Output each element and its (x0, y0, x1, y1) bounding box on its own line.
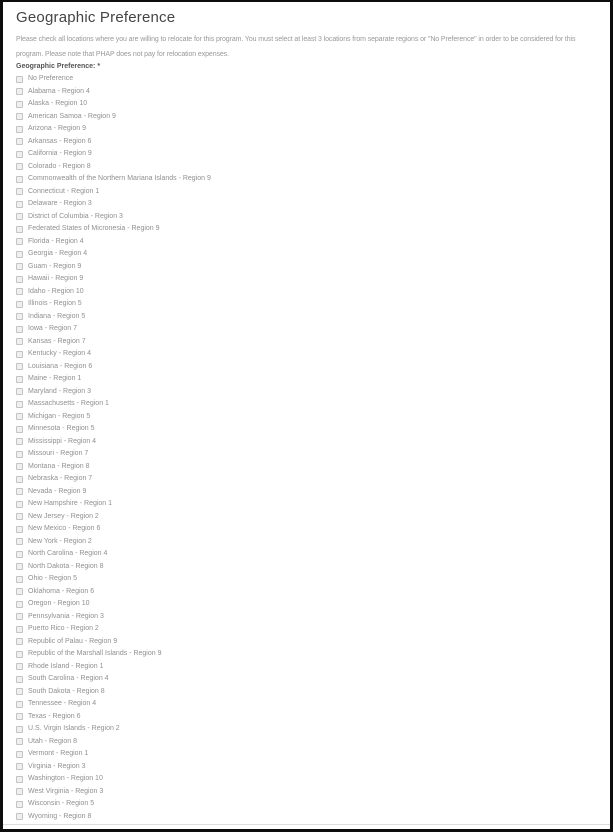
checkbox[interactable] (16, 513, 23, 520)
checkbox-option-row[interactable] (14, 811, 598, 824)
checkbox[interactable] (16, 113, 23, 120)
checkbox-label: Minnesota - Region 5 (28, 425, 95, 433)
checkbox[interactable] (16, 288, 23, 295)
checkbox-label: Vermont - Region 1 (28, 750, 89, 758)
checkbox-label: Nevada - Region 9 (28, 487, 87, 495)
checkbox[interactable] (16, 601, 23, 608)
checkbox[interactable] (16, 751, 23, 758)
checkbox[interactable] (16, 676, 23, 683)
checkbox[interactable] (16, 276, 23, 283)
checkbox-option-row[interactable] (14, 761, 598, 774)
checkbox-label: Missouri - Region 7 (28, 450, 89, 458)
checkbox-label: Alaska - Region 10 (28, 100, 88, 108)
checkbox-option-row[interactable] (14, 448, 598, 461)
checkbox-label: New Jersey - Region 2 (28, 512, 99, 520)
checkbox[interactable] (16, 376, 23, 383)
checkbox-label: District of Columbia - Region 3 (28, 212, 123, 220)
instructions-text: Please check all locations where you are willing to relocate for this program. You must select at least 3 locations from separate regions or "No Preference" in order to be considered for this program. Please note that PHAP does not pay for relocation expenses. (16, 36, 576, 58)
checkbox-option-row[interactable] (14, 248, 598, 261)
checkbox-label: Republic of the Marshall Islands - Region 9 (28, 650, 162, 658)
checkbox[interactable] (16, 213, 23, 220)
checkbox-option-row[interactable] (14, 548, 598, 561)
checkbox[interactable] (16, 413, 23, 420)
checkbox-label: Rhode Island - Region 1 (28, 662, 104, 670)
page-title: Geographic Preference (16, 9, 176, 26)
checkbox-label: New Mexico - Region 6 (28, 525, 101, 533)
checkbox-option-row[interactable] (14, 536, 598, 549)
checkbox-option-row[interactable] (14, 311, 598, 324)
checkbox-label: Indiana - Region 5 (28, 312, 86, 320)
checkbox-option-row[interactable] (14, 236, 598, 249)
checkbox-option-row[interactable] (14, 373, 598, 386)
checkbox-option-row[interactable] (14, 673, 598, 686)
checkbox-label: Idaho - Region 10 (28, 287, 84, 295)
checkbox-option-row[interactable] (14, 498, 598, 511)
checkbox-option-row[interactable] (14, 348, 598, 361)
checkbox-option-row[interactable] (14, 461, 598, 474)
checkbox-label: U.S. Virgin Islands - Region 2 (28, 725, 120, 733)
checkbox-option-row[interactable] (14, 686, 598, 699)
field-label (16, 62, 598, 71)
checkbox-label: Pennsylvania - Region 3 (28, 612, 104, 620)
checkbox-option-row[interactable] (14, 423, 598, 436)
checkbox-label: Colorado - Region 8 (28, 162, 91, 170)
checkbox-label: Maine - Region 1 (28, 375, 82, 383)
checkbox[interactable] (16, 576, 23, 583)
checkbox-option-row[interactable] (14, 173, 598, 186)
checkbox[interactable] (16, 801, 23, 808)
checkbox[interactable] (16, 501, 23, 508)
checkbox-label: South Carolina - Region 4 (28, 675, 109, 683)
checkbox[interactable] (16, 538, 23, 545)
checkbox-label: Oklahoma - Region 6 (28, 587, 95, 595)
checkbox-label: North Dakota - Region 8 (28, 562, 104, 570)
checkbox-label: Guam - Region 9 (28, 262, 82, 270)
checkbox-option-row[interactable] (14, 523, 598, 536)
field-label-text: Geographic Preference: (16, 63, 96, 70)
checkbox[interactable] (16, 813, 23, 820)
required-asterisk: * (97, 63, 101, 70)
checkbox-option-row[interactable] (14, 511, 598, 524)
checkbox[interactable] (16, 226, 23, 233)
checkbox-label: Wyoming - Region 8 (28, 812, 92, 820)
checkbox-option-row[interactable] (14, 598, 598, 611)
checkbox[interactable] (16, 326, 23, 333)
checkbox[interactable] (16, 351, 23, 358)
checkbox-option-row[interactable] (14, 148, 598, 161)
checkbox[interactable] (16, 663, 23, 670)
checkbox-label: Arkansas - Region 6 (28, 137, 92, 145)
checkbox[interactable] (16, 688, 23, 695)
checkbox-label: California - Region 9 (28, 150, 92, 158)
checkbox-label: Virginia - Region 3 (28, 762, 86, 770)
checkbox-label: Montana - Region 8 (28, 462, 90, 470)
checkbox[interactable] (16, 451, 23, 458)
checkbox-option-row[interactable] (14, 223, 598, 236)
checkbox-label: Nebraska - Region 7 (28, 475, 93, 483)
checkbox-label: Louisiana - Region 6 (28, 362, 93, 370)
checkbox-option-row[interactable] (14, 211, 598, 224)
checkbox[interactable] (16, 726, 23, 733)
checkbox-option-row[interactable] (14, 273, 598, 286)
checkbox-option-row[interactable] (14, 136, 598, 149)
checkbox-label: Oregon - Region 10 (28, 600, 90, 608)
checkbox-label: Utah - Region 8 (28, 737, 78, 745)
checkbox[interactable] (16, 763, 23, 770)
checkbox[interactable] (16, 301, 23, 308)
checkbox-label: Massachusetts - Region 1 (28, 400, 109, 408)
checkbox-label: Michigan - Region 5 (28, 412, 91, 420)
checkbox-option-row[interactable] (14, 386, 598, 399)
checkbox-option-row[interactable] (14, 736, 598, 749)
checkbox-option-row[interactable] (14, 586, 598, 599)
checkbox-label: Mississippi - Region 4 (28, 437, 97, 445)
checkbox-label: Maryland - Region 3 (28, 387, 92, 395)
checkbox[interactable] (16, 588, 23, 595)
geographic-preference-options-list (14, 73, 598, 823)
checkbox-label: New Hampshire - Region 1 (28, 500, 113, 508)
checkbox-label: Kansas - Region 7 (28, 337, 86, 345)
checkbox[interactable] (16, 476, 23, 483)
checkbox[interactable] (16, 438, 23, 445)
checkbox-option-row[interactable] (14, 323, 598, 336)
checkbox[interactable] (16, 626, 23, 633)
checkbox-option-row[interactable] (14, 98, 598, 111)
checkbox-option-row[interactable] (14, 748, 598, 761)
checkbox-option-row[interactable] (14, 698, 598, 711)
checkbox[interactable] (16, 613, 23, 620)
checkbox-option-row[interactable] (14, 623, 598, 636)
checkbox-label: New York - Region 2 (28, 537, 92, 545)
checkbox-option-row[interactable] (14, 123, 598, 136)
checkbox-option-row[interactable] (14, 436, 598, 449)
checkbox-label: American Samoa - Region 9 (28, 112, 116, 120)
checkbox[interactable] (16, 488, 23, 495)
checkbox[interactable] (16, 126, 23, 133)
bottom-divider (3, 824, 610, 825)
checkbox-label: Puerto Rico - Region 2 (28, 625, 99, 633)
checkbox[interactable] (16, 788, 23, 795)
checkbox[interactable] (16, 426, 23, 433)
checkbox[interactable] (16, 363, 23, 370)
checkbox-option-row[interactable] (14, 786, 598, 799)
checkbox-label: Tennessee - Region 4 (28, 700, 97, 708)
checkbox-label: Washington - Region 10 (28, 775, 103, 783)
checkbox[interactable] (16, 101, 23, 108)
checkbox-label: Connecticut - Region 1 (28, 187, 100, 195)
checkbox-label: Florida - Region 4 (28, 237, 84, 245)
checkbox-label: Federated States of Micronesia - Region 9 (28, 225, 160, 233)
checkbox-label: No Preference (28, 75, 74, 83)
checkbox-option-row[interactable] (14, 398, 598, 411)
checkbox[interactable] (16, 651, 23, 658)
checkbox-option-row[interactable] (14, 798, 598, 811)
checkbox-option-row[interactable] (14, 661, 598, 674)
checkbox-option-row[interactable] (14, 261, 598, 274)
checkbox[interactable] (16, 338, 23, 345)
checkbox-label: Delaware - Region 3 (28, 200, 92, 208)
checkbox[interactable] (16, 138, 23, 145)
checkbox[interactable] (16, 263, 23, 270)
checkbox-option-row[interactable] (14, 86, 598, 99)
checkbox-label: Arizona - Region 9 (28, 125, 86, 133)
checkbox[interactable] (16, 238, 23, 245)
checkbox[interactable] (16, 713, 23, 720)
checkbox-label: Commonwealth of the Northern Mariana Islands - Region 9 (28, 175, 211, 183)
checkbox[interactable] (16, 551, 23, 558)
checkbox-option-row[interactable] (14, 186, 598, 199)
checkbox-label: Republic of Palau - Region 9 (28, 637, 118, 645)
checkbox[interactable] (16, 176, 23, 183)
checkbox-option-row[interactable] (14, 773, 598, 786)
checkbox-label: West Virginia - Region 3 (28, 787, 104, 795)
checkbox-label: Alabama - Region 4 (28, 87, 90, 95)
checkbox[interactable] (16, 526, 23, 533)
checkbox-option-row[interactable] (14, 648, 598, 661)
checkbox[interactable] (16, 638, 23, 645)
checkbox[interactable] (16, 163, 23, 170)
checkbox-label: Illinois - Region 5 (28, 300, 82, 308)
checkbox-option-row[interactable] (14, 611, 598, 624)
checkbox-option-row[interactable] (14, 73, 598, 86)
checkbox-label: Hawaii - Region 9 (28, 275, 84, 283)
checkbox-label: South Dakota - Region 8 (28, 687, 105, 695)
checkbox-option-row[interactable] (14, 411, 598, 424)
checkbox-option-row[interactable] (14, 336, 598, 349)
checkbox[interactable] (16, 76, 23, 83)
checkbox-label: Georgia - Region 4 (28, 250, 88, 258)
checkbox-label: Texas - Region 6 (28, 712, 81, 720)
checkbox[interactable] (16, 88, 23, 95)
checkbox[interactable] (16, 738, 23, 745)
checkbox-label: Wisconsin - Region 5 (28, 800, 95, 808)
checkbox[interactable] (16, 401, 23, 408)
checkbox-label: Ohio - Region 5 (28, 575, 78, 583)
checkbox-option-row[interactable] (14, 161, 598, 174)
checkbox-label: North Carolina - Region 4 (28, 550, 108, 558)
checkbox-option-row[interactable] (14, 711, 598, 724)
checkbox-option-row[interactable] (14, 361, 598, 374)
checkbox[interactable] (16, 313, 23, 320)
checkbox[interactable] (16, 201, 23, 208)
checkbox[interactable] (16, 388, 23, 395)
checkbox-option-row[interactable] (14, 286, 598, 299)
checkbox-option-row[interactable] (14, 111, 598, 124)
checkbox-option-row[interactable] (14, 486, 598, 499)
checkbox-option-row[interactable] (14, 473, 598, 486)
checkbox-label: Kentucky - Region 4 (28, 350, 92, 358)
checkbox[interactable] (16, 776, 23, 783)
checkbox-option-row[interactable] (14, 573, 598, 586)
checkbox[interactable] (16, 563, 23, 570)
checkbox-label: Iowa - Region 7 (28, 325, 78, 333)
checkbox-option-row[interactable] (14, 198, 598, 211)
checkbox-option-row[interactable] (14, 636, 598, 649)
checkbox[interactable] (16, 701, 23, 708)
checkbox[interactable] (16, 463, 23, 470)
checkbox-option-row[interactable] (14, 561, 598, 574)
checkbox[interactable] (16, 151, 23, 158)
checkbox-option-row[interactable] (14, 723, 598, 736)
checkbox[interactable] (16, 188, 23, 195)
checkbox-option-row[interactable] (14, 298, 598, 311)
checkbox[interactable] (16, 251, 23, 258)
